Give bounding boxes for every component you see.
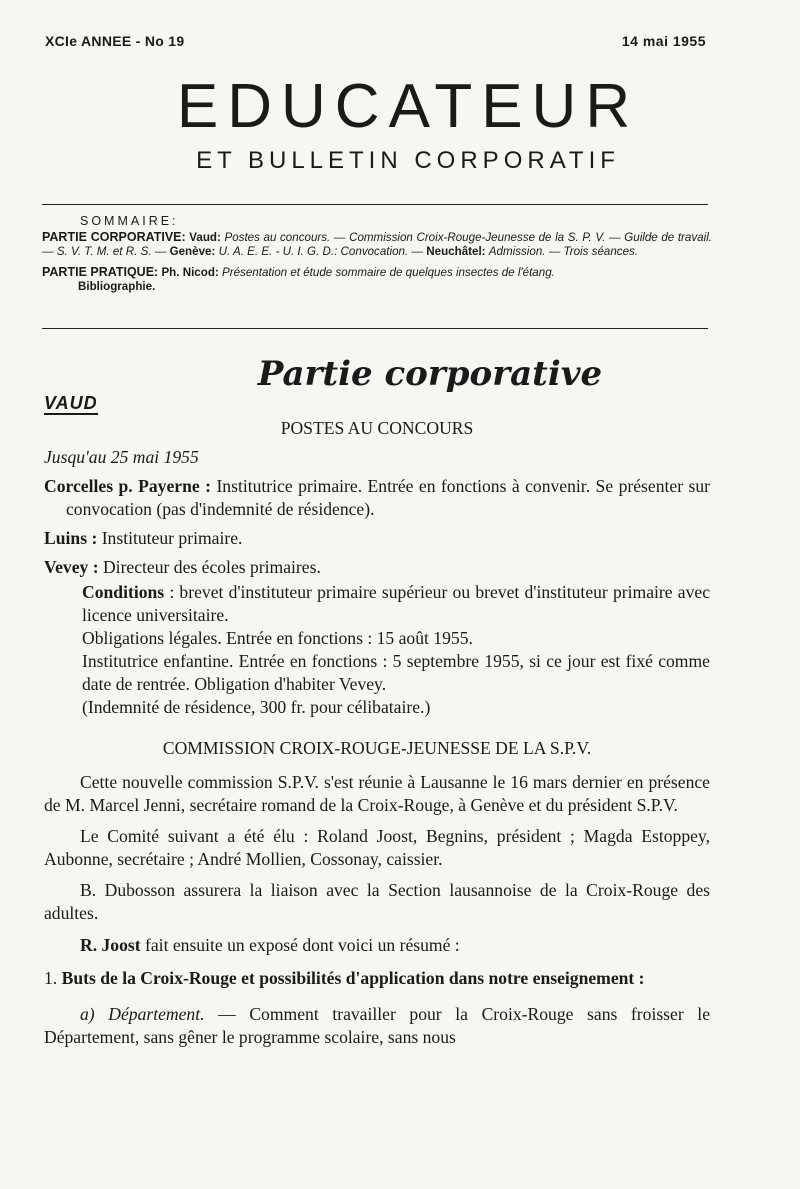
- commission-title: COMMISSION CROIX-ROUGE-JEUNESSE DE LA S.P.V.: [162, 738, 592, 758]
- postes-deadline: Jusqu'au 25 mai 1955: [44, 447, 199, 467]
- sub-item-a-text: — Comment travailler pour la Croix-Rouge sans froisser le Département, sans gêner le programme scolaire, sans nous: [44, 1004, 710, 1047]
- toc-pratique-label: PARTIE PRATIQUE:: [42, 265, 159, 279]
- toc-vaud-label: Vaud:: [189, 231, 221, 244]
- toc-nicod-items: Présentation et étude sommaire de quelques insectes de l'étang.: [222, 266, 555, 279]
- journal-title: EDUCATEUR: [176, 72, 640, 141]
- journal-subtitle: ET BULLETIN CORPORATIF: [196, 147, 620, 174]
- issue-date: 14 mai 1955: [621, 33, 706, 49]
- toc-corporative-label: PARTIE CORPORATIVE:: [42, 230, 186, 244]
- region-heading: VAUD: [44, 393, 98, 413]
- poste-luins: [44, 527, 710, 550]
- section-heading: Partie corporative: [257, 354, 603, 394]
- bottom-divider: [42, 328, 708, 329]
- list-item-1-text: Buts de la Croix-Rouge et possibilités d'application dans notre enseignement :: [61, 968, 645, 988]
- vevey-enfantine: Institutrice enfantine. Entrée en fonctions : 5 septembre 1955, si ce jour est fixé comme date de rentrée. Obligation d'habiter Vevey.: [82, 651, 710, 694]
- commission-para-3: B. Dubosson assurera la liaison avec la Section lausannoise de la Croix-Rouge des adultes.: [44, 880, 710, 923]
- article-body: [44, 417, 710, 1049]
- vevey-conditions: [82, 581, 710, 627]
- poste-luins-place: Luins :: [44, 528, 98, 548]
- list-item-1-number: 1.: [44, 968, 58, 988]
- commission-para-4: [44, 934, 710, 957]
- toc-geneve-label: Genève:: [169, 245, 216, 258]
- list-item-1: [44, 967, 710, 990]
- poste-vevey-place: Vevey :: [44, 557, 99, 577]
- toc-bibliographie: Bibliographie.: [78, 280, 156, 293]
- toc-corporative-entry: [42, 230, 712, 259]
- poste-vevey-text: Directeur des écoles primaires.: [102, 557, 321, 577]
- poste-luins-text: Instituteur primaire.: [101, 528, 243, 548]
- vevey-indemnite: (Indemnité de résidence, 300 fr. pour célibataire.): [82, 697, 431, 717]
- issue-number: XCIe ANNEE - No 19: [45, 33, 185, 49]
- poste-corcelles-text: Institutrice primaire. Entrée en fonctions à convenir. Se présenter sur convocation (pas d'indemnité de résidence).: [66, 476, 710, 519]
- conditions-text: : brevet d'instituteur primaire supérieur ou brevet d'instituteur primaire avec licence universitaire.: [82, 582, 710, 625]
- poste-corcelles-place: Corcelles p. Payerne :: [44, 476, 211, 496]
- commission-para-1: Cette nouvelle commission S.P.V. s'est réunie à Lausanne le 16 mars dernier en présence de M. Marcel Jenni, secrétaire romand de la Croix-Rouge, à Genève et du président S.P.V.: [44, 772, 710, 815]
- conditions-label: Conditions: [82, 582, 165, 602]
- toc-neuchatel-label: Neuchâtel:: [426, 245, 486, 258]
- toc-vaud-items: Postes au concours. — Commission Croix-Rouge-Jeunesse de la S. P. V. — Guilde de travail. — S. V. T. M. et R. S. —: [42, 231, 712, 258]
- sub-item-a: [44, 1003, 710, 1049]
- toc-heading: SOMMAIRE:: [80, 214, 179, 228]
- poste-corcelles: [44, 475, 710, 521]
- toc-nicod-label: Ph. Nicod:: [161, 266, 219, 279]
- toc-pratique-entry: [42, 265, 712, 280]
- toc-geneve-items: U. A. E. E. - U. I. G. D.: Convocation. —: [218, 245, 424, 258]
- poste-vevey: [44, 556, 710, 579]
- top-divider: [42, 204, 708, 205]
- vevey-obligations: Obligations légales. Entrée en fonctions : 15 août 1955.: [82, 628, 473, 648]
- postes-title: POSTES AU CONCOURS: [280, 418, 474, 438]
- sub-item-a-label: a) Département.: [80, 1004, 205, 1024]
- table-of-contents: [42, 214, 712, 294]
- joost-text: fait ensuite un exposé dont voici un résumé :: [145, 935, 460, 955]
- joost-name: R. Joost: [80, 935, 141, 955]
- commission-para-2: Le Comité suivant a été élu : Roland Joost, Begnins, président ; Magda Estoppey, Aubonne, secrétaire ; André Mollien, Cossonay, caissier.: [44, 826, 710, 869]
- toc-neuchatel-items: Admission. — Trois séances.: [488, 245, 639, 258]
